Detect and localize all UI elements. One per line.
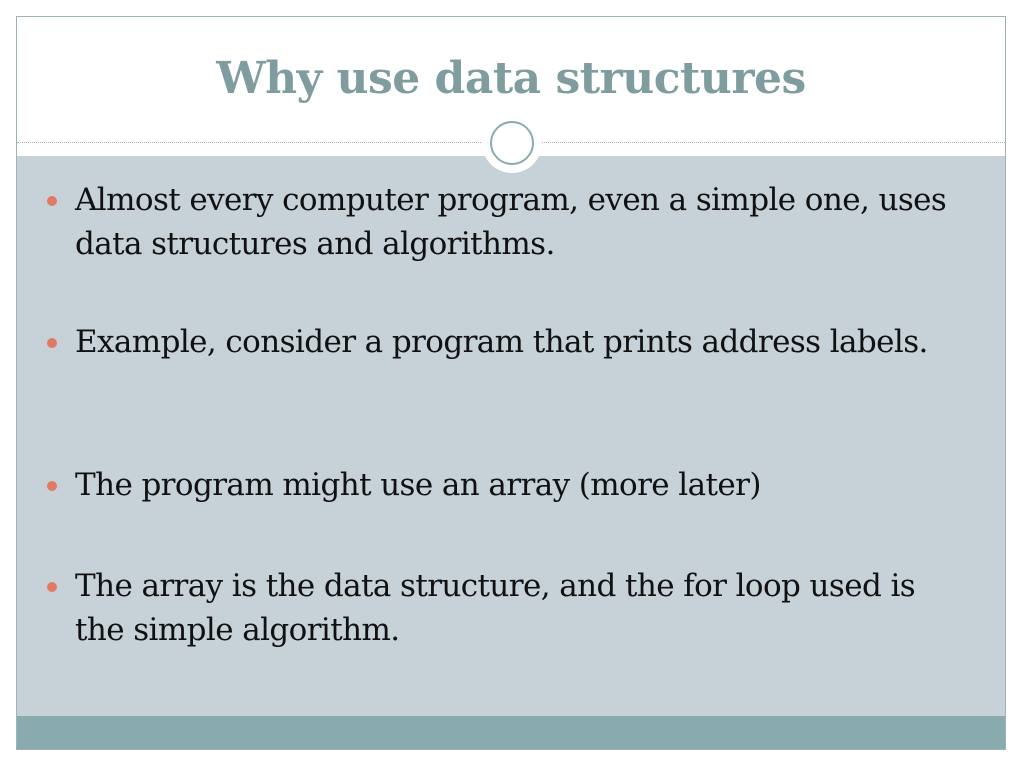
bullet-dot-icon [47, 481, 57, 491]
bullet-dot-icon [47, 582, 57, 592]
bullet-item [47, 564, 967, 652]
bullet-item [47, 320, 967, 364]
bullet-text: The program might use an array (more later) [75, 467, 761, 503]
bullet-text: Almost every computer program, even a simple one, uses data structures and algorithms. [75, 182, 947, 262]
bullet-item [47, 178, 967, 266]
bullet-text: Example, consider a program that prints address labels. [75, 324, 928, 360]
ring-inner [490, 121, 534, 165]
bullet-text: The array is the data structure, and the for loop used is the simple algorithm. [75, 568, 916, 648]
bullet-item [47, 463, 967, 507]
content-area [17, 156, 1005, 716]
slide [16, 16, 1006, 750]
bullet-dot-icon [47, 338, 57, 348]
bullet-dot-icon [47, 196, 57, 206]
slide-title: Why use data structures [216, 53, 806, 104]
decorative-ring-icon [482, 113, 542, 173]
footer-band [17, 716, 1005, 750]
